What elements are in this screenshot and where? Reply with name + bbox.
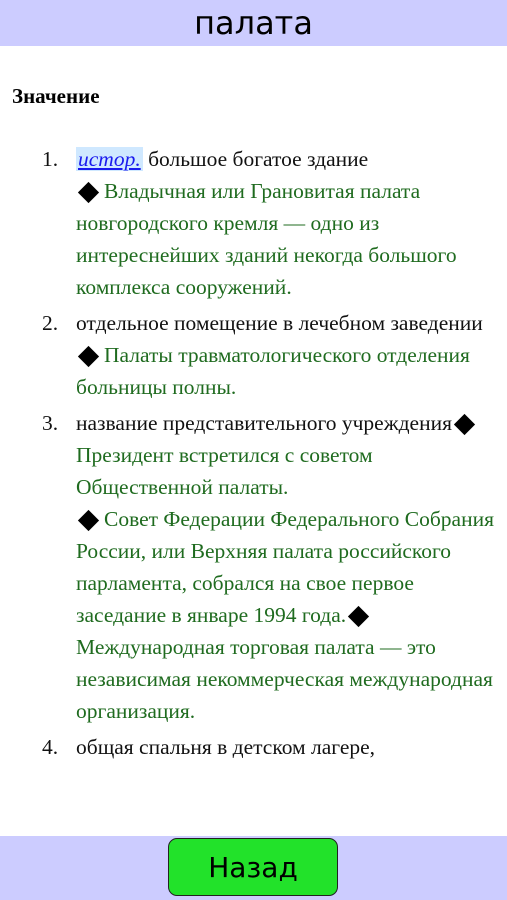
meaning-number: 4. xyxy=(42,735,59,759)
bottom-bar xyxy=(0,836,507,900)
example-text: Палаты травматологического отделения больницы полны. xyxy=(76,343,470,399)
meaning-item xyxy=(0,407,507,727)
meaning-definition: большое богатое здание xyxy=(148,147,369,171)
usage-tag-link[interactable]: истор. xyxy=(78,147,141,171)
example-diamond-icon xyxy=(78,345,99,366)
example-text: Совет Федерации Федерального Собрания России, или Верхняя палата российского парламента, собрался на свое первое заседание в январе 1994 года. xyxy=(76,507,494,627)
example-diamond-icon xyxy=(348,605,369,626)
meaning-item xyxy=(0,731,507,763)
example-text: Международная торговая палата — это независимая некоммерческая международная организация. xyxy=(76,635,493,723)
meaning-definition: название представительного учреждения xyxy=(76,411,452,435)
page-title: палата xyxy=(194,4,313,42)
meanings-list xyxy=(0,143,507,763)
section-heading: Значение xyxy=(12,84,100,108)
meaning-item xyxy=(0,307,507,403)
title-bar xyxy=(0,0,507,46)
meaning-number: 3. xyxy=(42,411,59,435)
example-diamond-icon xyxy=(78,181,99,202)
meaning-item xyxy=(0,143,507,303)
meaning-number: 2. xyxy=(42,311,59,335)
meaning-number: 1. xyxy=(42,147,59,171)
back-button[interactable]: Назад xyxy=(168,838,338,896)
example-text: Владычная или Грановитая палата новгородского кремля — одно из интереснейших зданий некогда большого комплекса сооружений. xyxy=(76,179,457,299)
example-text: Президент встретился с советом Общественной палаты. xyxy=(76,443,373,499)
content-area[interactable] xyxy=(0,46,507,836)
meaning-definition: общая спальня в детском лагере, xyxy=(76,735,376,759)
meaning-definition: отдельное помещение в лечебном заведении xyxy=(76,311,483,335)
example-diamond-icon xyxy=(454,413,475,434)
example-diamond-icon xyxy=(78,509,99,530)
